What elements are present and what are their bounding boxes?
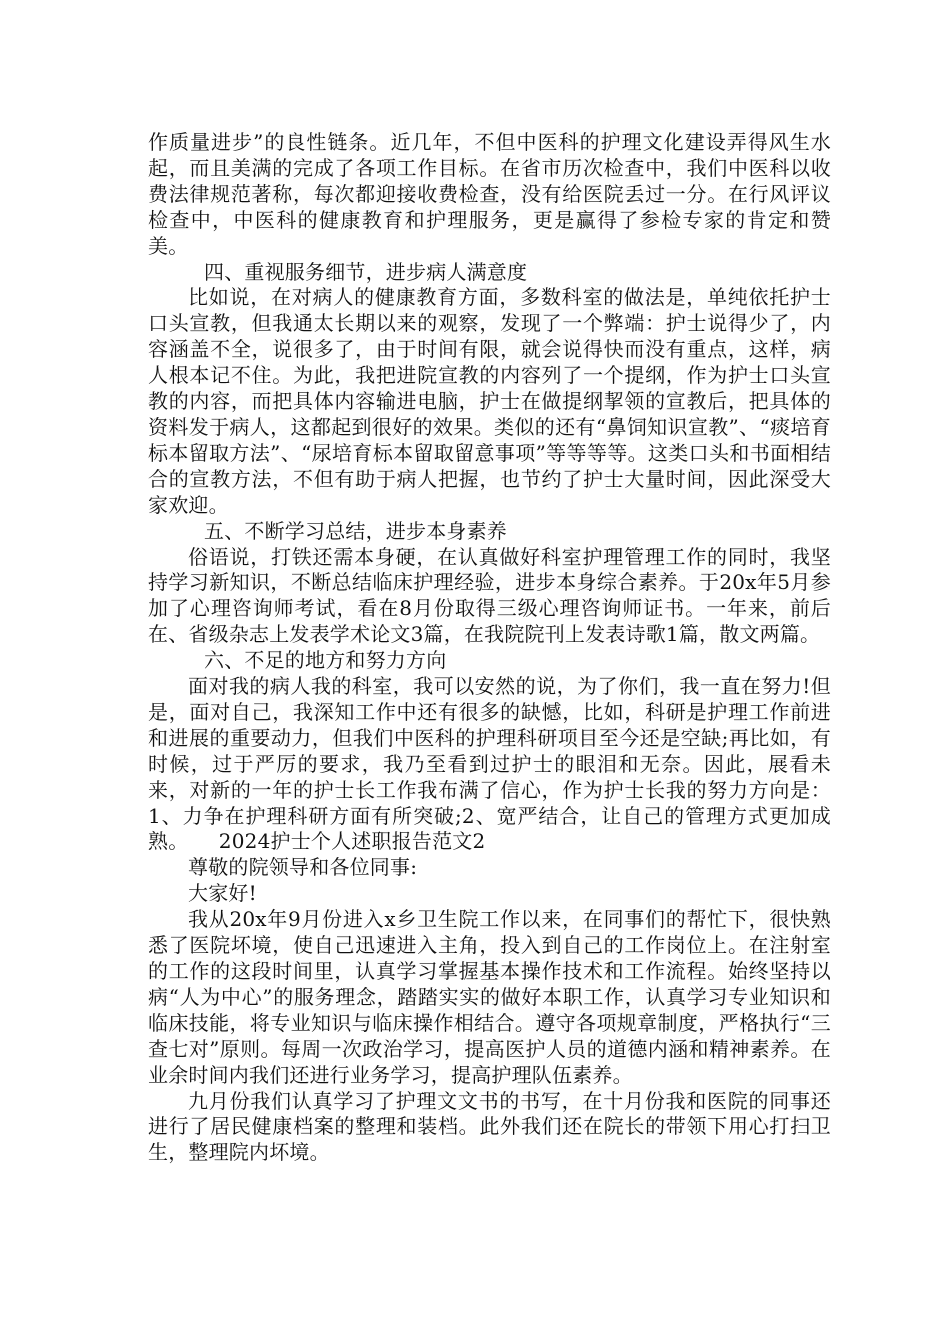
paragraph-salutation: 尊敬的院领导和各位同事:: [188, 855, 418, 880]
paragraph-shortcomings: 面对我的病人我的科室，我可以安然的说，为了你们，我一直在努力!但是，面对自己，我深知工作中还有很多的缺憾，比如，科研是护理工作前进和进展的重要动力，但我们中医科的护理科研项目至今还是空缺;再比如，有时候，过于严厉的要求，我乃至看到过护士的眼泪和无奈。因此，展看未来，对新的一年的护士长工作我布满了信心，作为护士长我的努力方向是：1、力争在护理科研方面有所突破;2、宽严结合，让自己的管理方式更加成熟。 2024护士个人述职报告范文2: [148, 674, 831, 854]
section-heading-5: 五、不断学习总结，进步本身素养: [204, 518, 507, 543]
paragraph-intro: 作质量进步”的良性链条。近几年，不但中医科的护理文化建设弄得风生水起，而且美满的完成了各项工作目标。在省市历次检查中，我们中医科以收费法律规范著称，每次都迎接收费检查，没有给医院丢过一分。在行风评议检查中，中医科的健康教育和护理服务，更是赢得了参检专家的肯定和赞美。: [148, 130, 831, 258]
section-heading-6: 六、不足的地方和努力方向: [204, 648, 447, 673]
paragraph-health-education: 比如说，在对病人的健康教育方面，多数科室的做法是，单纯依托护士口头宣教，但我通太长期以来的观察，发现了一个弊端：护士说得少了，内容涵盖不全，说很多了，由于时间有限，就会说得快而没有重点，这样，病人根本记不住。为此，我把进院宣教的内容列了一个提纲，作为护士口头宣教的内容，而把具体内容输进电脑，护士在做提纲挈领的宣教后，把具体的资料发于病人，这都起到很好的效果。类似的还有“鼻饲知识宣教”、“痰培育标本留取方法”、“尿培育标本留取留意事项”等等等等。这类口头和书面相结合的宣教方法，不但有助于病人把握，也节约了护士大量时间，因此深受大家欢迎。: [148, 285, 831, 517]
paragraph-learning: 俗语说，打铁还需本身硬，在认真做好科室护理管理工作的同时，我坚持学习新知识，不断总结临床护理经验，进步本身综合素养。于20x年5月参加了心理咨询师考试，看在8月份取得三级心理咨询师证书。一年来，前后在、省级杂志上发表学术论文3篇，在我院院刊上发表诗歌1篇，散文两篇。: [148, 544, 831, 647]
document-page: [148, 130, 831, 1166]
paragraph-work-summary: 我从20x年9月份进入x乡卫生院工作以来，在同事们的帮忙下，很快熟悉了医院坏境，使自己迅速进入主角，投入到自己的工作岗位上。在注射室的工作的这段时间里，认真学习掌握基本操作技术和工作流程。始终坚持以病“人为中心”的服务理念，踏踏实实的做好本职工作，认真学习专业知识和临床技能，将专业知识与临床操作相结合。遵守各项规章制度，严格执行“三查七对”原则。每周一次政治学习，提高医护人员的道德内涵和精神素养。在业余时间内我们还进行业务学习，提高护理队伍素养。: [148, 907, 831, 1087]
paragraph-september: 九月份我们认真学习了护理文文书的书写，在十月份我和医院的同事还进行了居民健康档案的整理和装档。此外我们还在院长的带领下用心打扫卫生，整理院内坏境。: [148, 1088, 831, 1165]
section-heading-4: 四、重视服务细节，进步病人满意度: [204, 259, 528, 284]
paragraph-greeting: 大家好!: [188, 881, 257, 906]
